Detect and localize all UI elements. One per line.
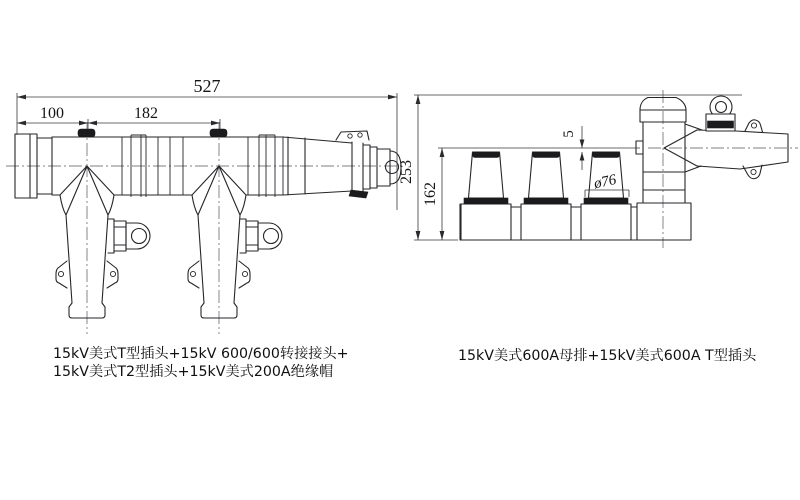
tplug-upper-ear-hole [751,123,756,128]
dim-label-162: 162 [422,182,439,206]
busbar-base-line [460,204,691,240]
right-extension-lines [414,95,742,240]
tplug-lower-block [637,203,691,240]
busbar-pedestals [461,204,631,240]
tplug-body [636,96,788,240]
dim-label-100: 100 [40,105,64,122]
tplug-horizontal-body [697,130,788,169]
tplug-adapter-band [708,121,734,128]
right-drawing [398,90,798,364]
plug-head-rings [352,142,390,192]
branch2-ear-hole-right [242,271,247,276]
arrow-5-upper [580,140,585,149]
dim-label-76: ø76 [592,171,618,193]
tplug-lower-ear-hole [751,169,756,174]
dim-label-527: 527 [193,76,221,96]
left-branch-2 [188,166,282,318]
tplug-side-tab [636,141,643,154]
test-point-cap-1 [78,129,95,137]
bushing2-cone [529,152,564,198]
plug-tab-hole-1 [348,134,352,138]
branch1-ear-hole-left [58,271,63,276]
tplug-cylinder [643,122,685,203]
branch1-eyelet-hole [132,229,147,244]
right-caption: 15kV美式600A母排+15kV美式600A T型插头 [458,348,757,364]
arrow-182-left [88,121,97,126]
bushing1-cone [469,152,504,198]
left-extension-lines [17,93,397,210]
arrow-162-top [440,148,445,157]
left-dimensions [17,76,397,210]
busbar [460,152,691,240]
arrow-5-lower [580,152,585,161]
arrow-162-bottom [440,231,445,240]
bushing2-base-band [524,198,568,204]
bushing2-top-band [533,152,560,158]
plug-bottom-tab [349,190,368,198]
bushing-1 [464,152,508,204]
bushing1-top-band [473,152,500,158]
arrow-527-left [17,95,26,100]
branch2-eyelet-hole [264,229,279,244]
plug-end-eyelet-hole [386,161,399,174]
arrow-100-left [17,121,26,126]
bushing3-base-band [584,198,628,204]
bushing-2 [524,152,568,204]
left-caption-line1: 15kV美式T型插头+15kV 600/600转接接头+ [53,346,349,362]
plug-tab-hole-2 [358,133,362,137]
dim-label-182: 182 [134,105,158,122]
branch1-eyelet-boss [108,219,126,253]
bushing1-base-band [464,198,508,204]
branch2-ear-hole-left [190,271,195,276]
left-drawing [6,76,402,380]
bushing3-top-band [593,152,620,158]
dim-label-253: 253 [398,160,415,184]
arrow-253-bottom [416,231,421,240]
left-caption-line2: 15kV美式T2型插头+15kV美式200A绝缘帽 [53,364,334,380]
left-branch-1 [56,166,150,318]
dim-label-5: 5 [561,130,577,138]
branch2-eyelet-boss [240,219,258,253]
arrow-253-top [416,95,421,104]
branch1-ear-hole-right [110,271,115,276]
test-point-cap-2 [210,129,227,137]
tplug-upper-ear [745,120,763,132]
left-tube-body [15,129,401,198]
arrow-527-right [388,95,397,100]
right-dimensions [398,95,742,240]
